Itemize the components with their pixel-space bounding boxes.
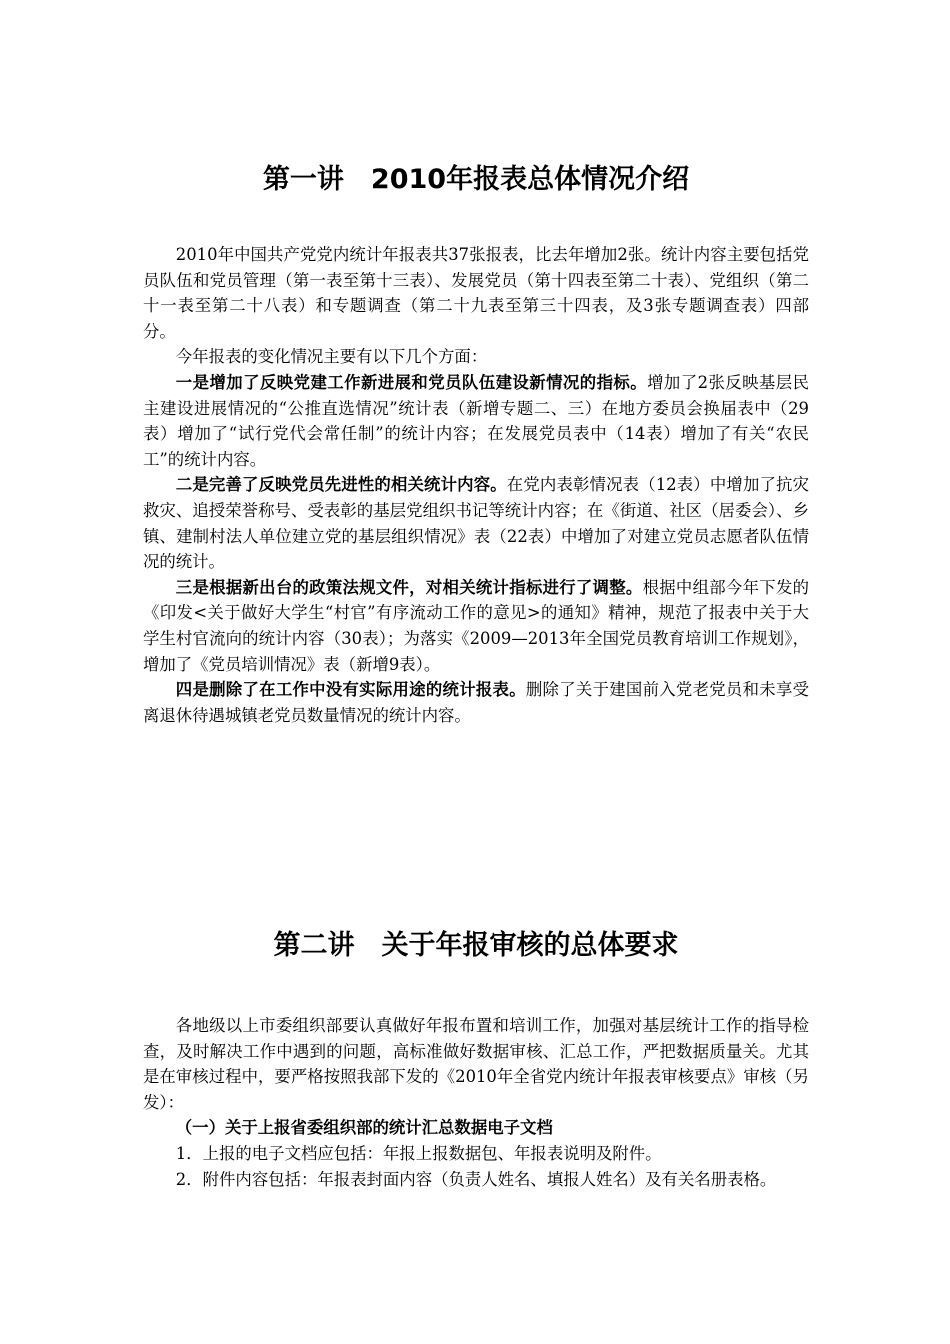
point-3-heading: 三是根据新出台的政策法规文件，对相关统计指标进行了调整。 xyxy=(175,577,643,597)
lecture-2-paragraph-intro: 各地级以上市委组织部要认真做好年报布置和培训工作，加强对基层统计工作的指导检查，及时解决工作中遇到的问题，高标准做好数据审核、汇总工作，严把数据质量关。尤其是在审核过程中，要严格按照我部下发的《2010年全省党内统计年报表审核要点》审核（另发）： xyxy=(143,1016,809,1112)
lecture-1-paragraph-point-2 xyxy=(143,472,809,574)
point-3-text: 根据中组部今年下发的《印发<关于做好大学生“村官”有序流动工作的意见>的通知》精神，规范了报表中关于大学生村官流向的统计内容（30表）；为落实《2009—2013年全国党员教育培训工作规划》，增加了《党员培训情况》表（新增9表）。 xyxy=(143,577,810,674)
point-2-text: 在党内表彰情况表（12表）中增加了抗灾救灾、追授荣誉称号、受表彰的基层党组织书记等统计内容；在《街道、社区（居委会）、乡镇、建制村法人单位建立党的基层组织情况》表（22表）中增加了对建立党员志愿者队伍情况的统计。 xyxy=(143,475,809,572)
lecture-2-body xyxy=(143,1013,809,1192)
point-1-heading: 一是增加了反映党建工作新进展和党员队伍建设新情况的指标。 xyxy=(175,372,648,392)
lecture-2-item-2: 2．附件内容包括：年报表封面内容（负责人姓名、填报人姓名）及有关名册表格。 xyxy=(175,1169,777,1189)
point-1-text: 增加了2张反映基层民主建设进展情况的“公推直选情况”统计表（新增专题二、三）在地方委员会换届表中（29表）增加了“试行党代会常任制”的统计内容；在发展党员表中（14表）增加了有关“农民工”的统计内容。 xyxy=(143,372,809,469)
point-4-heading: 四是删除了在工作中没有实际用途的统计报表。 xyxy=(175,680,526,700)
lecture-1-body xyxy=(143,242,809,728)
lecture-2-title: 第二讲 关于年报审核的总体要求 xyxy=(273,930,679,961)
lecture-2-item-1: 1．上报的电子文档应包括：年报上报数据包、年报表说明及附件。 xyxy=(175,1143,662,1163)
lecture-1-paragraph-point-1 xyxy=(143,370,809,472)
lecture-1-paragraph-changes-lead: 今年报表的变化情况主要有以下几个方面： xyxy=(175,347,488,367)
lecture-2-subheading-1: （一）关于上报省委组织部的统计汇总数据电子文档 xyxy=(175,1118,553,1138)
point-2-heading: 二是完善了反映党员先进性的相关统计内容。 xyxy=(175,475,507,495)
point-4-text: 删除了关于建国前入党老党员和未享受离退休待遇城镇老党员数量情况的统计内容。 xyxy=(143,680,810,725)
lecture-1-title: 第一讲 2010年报表总体情况介绍 xyxy=(262,164,690,195)
lecture-1-paragraph-intro: 2010年中国共产党党内统计年报表共37张报表，比去年增加2张。统计内容主要包括党员队伍和党员管理（第一表至第十三表）、发展党员（第十四表至第二十表）、党组织（第二十一表至第二十八表）和专题调查（第二十九表至第三十四表，及3张专题调查表）四部分。 xyxy=(143,245,809,341)
lecture-1-paragraph-point-3 xyxy=(143,575,809,677)
lecture-1-paragraph-point-4 xyxy=(143,677,809,728)
